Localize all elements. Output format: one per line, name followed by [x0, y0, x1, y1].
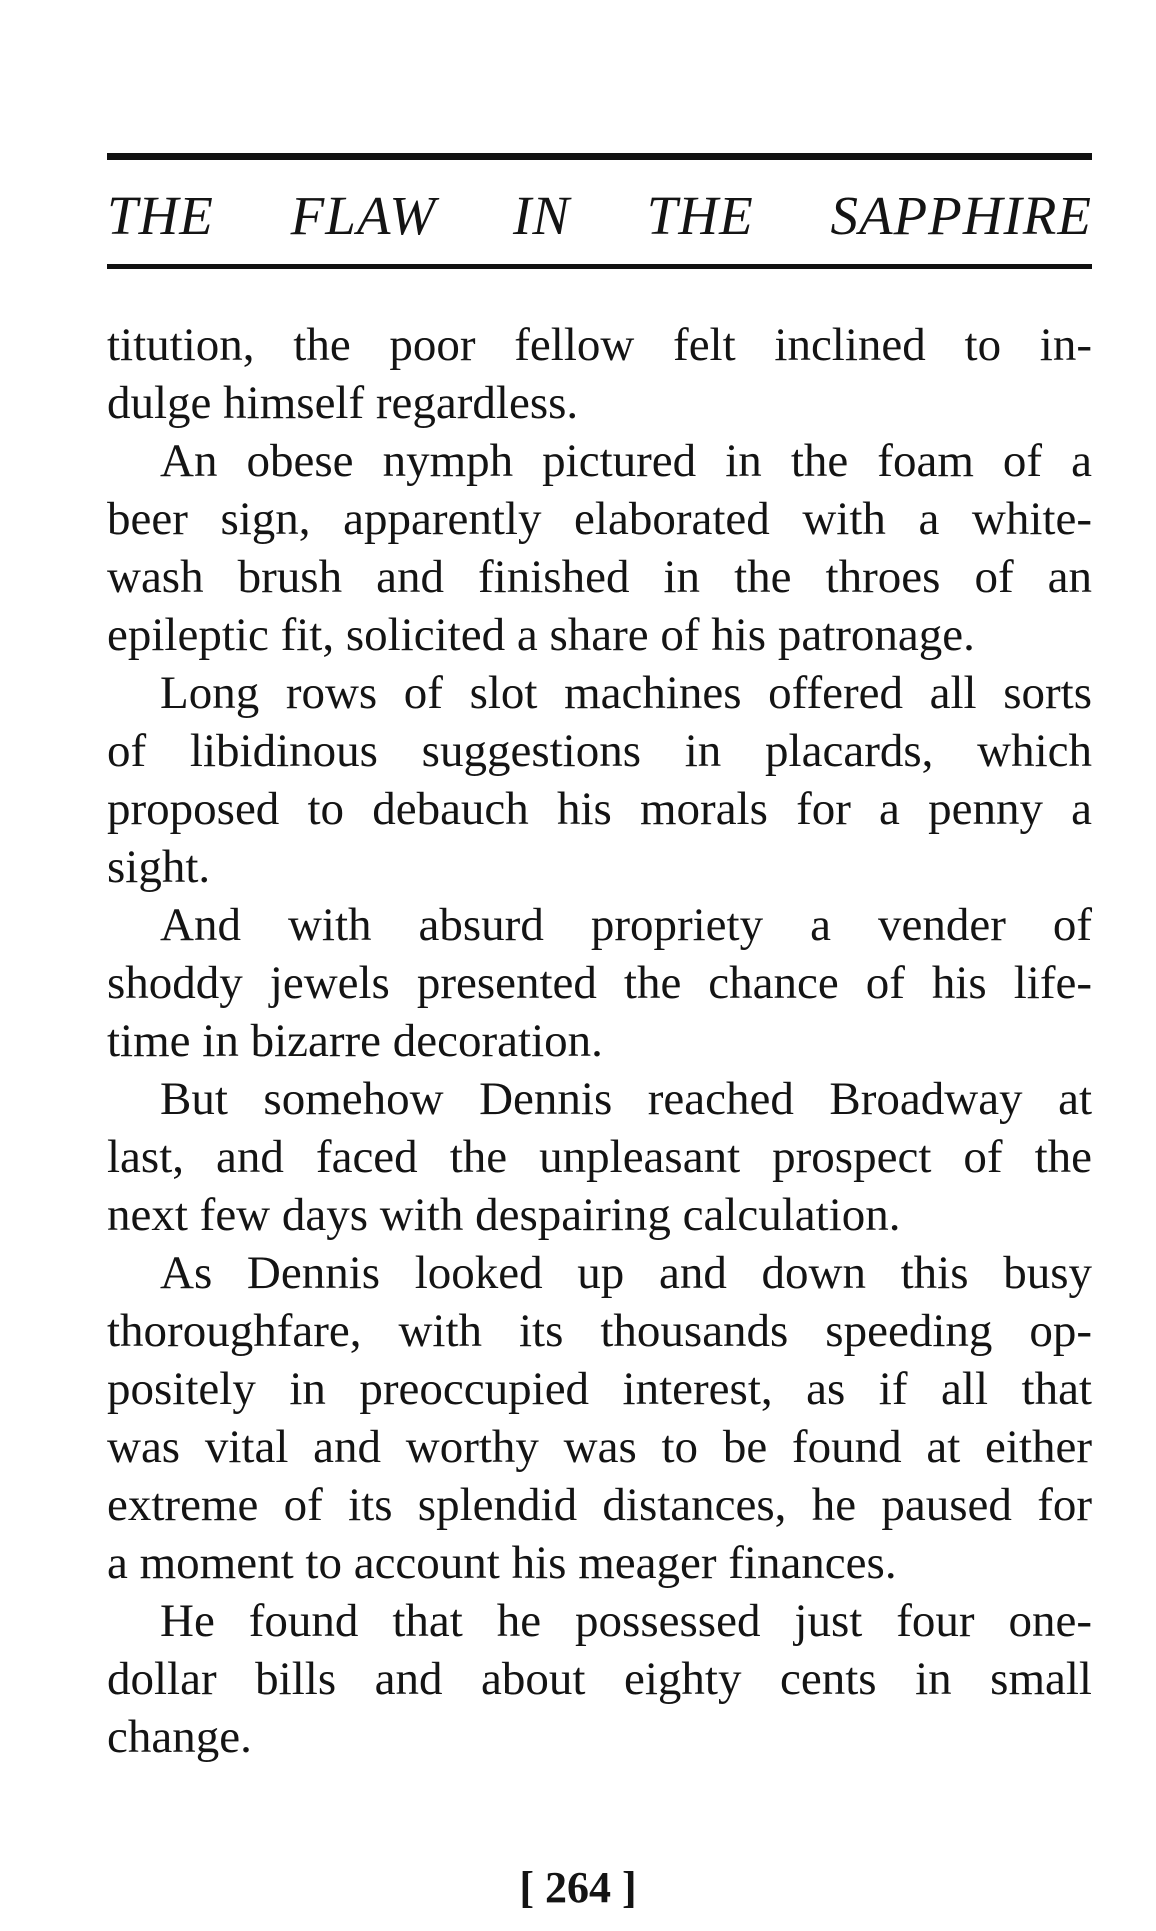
- text-line: shoddy jewels presented the chance of his life-: [107, 957, 1092, 1009]
- text-line: But somehow Dennis reached Broadway at: [160, 1073, 1092, 1125]
- body-text: [107, 316, 1092, 1766]
- running-title-word: THE: [646, 185, 754, 246]
- paragraph: [107, 1070, 1092, 1244]
- text-line: proposed to debauch his morals for a penny a: [107, 783, 1092, 835]
- text-line: He found that he possessed just four one-: [160, 1595, 1092, 1647]
- header-rule-bottom: [107, 264, 1092, 269]
- text-line: epileptic fit, solicited a share of his patronage.: [107, 609, 975, 661]
- text-line: dulge himself regardless.: [107, 377, 579, 429]
- paragraph: [107, 432, 1092, 664]
- text-line: extreme of its splendid distances, he paused for: [107, 1479, 1092, 1531]
- running-title-word: FLAW: [290, 185, 437, 246]
- header-rule-top: [107, 153, 1092, 160]
- running-title: [107, 176, 1092, 256]
- text-line: positely in preoccupied interest, as if all that: [107, 1363, 1092, 1415]
- paragraph: [107, 1592, 1092, 1766]
- text-line: An obese nymph pictured in the foam of a: [160, 435, 1092, 487]
- text-line: sight.: [107, 841, 211, 893]
- running-title-word: IN: [513, 185, 570, 246]
- text-line: last, and faced the unpleasant prospect of the: [107, 1131, 1092, 1183]
- text-line: As Dennis looked up and down this busy: [160, 1247, 1092, 1299]
- text-line: thoroughfare, with its thousands speeding op-: [107, 1305, 1092, 1357]
- text-line: beer sign, apparently elaborated with a white-: [107, 493, 1092, 545]
- page-number: [ 264 ]: [519, 1863, 637, 1912]
- running-title-word: THE: [107, 185, 214, 246]
- paragraph: [107, 896, 1092, 1070]
- paragraph: [107, 316, 1092, 432]
- running-title-word: SAPPHIRE: [830, 185, 1092, 246]
- text-line: Long rows of slot machines offered all sorts: [160, 667, 1092, 719]
- text-line: next few days with despairing calculation.: [107, 1189, 901, 1241]
- paragraph: [107, 664, 1092, 896]
- paragraph: [107, 1244, 1092, 1592]
- text-line: And with absurd propriety a vender of: [160, 899, 1092, 951]
- text-line: of libidinous suggestions in placards, which: [107, 725, 1092, 777]
- text-line: was vital and worthy was to be found at either: [107, 1421, 1092, 1473]
- text-line: dollar bills and about eighty cents in small: [107, 1653, 1092, 1705]
- text-line: wash brush and finished in the throes of an: [107, 551, 1092, 603]
- text-line: time in bizarre decoration.: [107, 1015, 603, 1067]
- text-line: a moment to account his meager finances.: [107, 1537, 897, 1589]
- text-line: titution, the poor fellow felt inclined to in-: [107, 319, 1092, 371]
- text-line: change.: [107, 1711, 252, 1763]
